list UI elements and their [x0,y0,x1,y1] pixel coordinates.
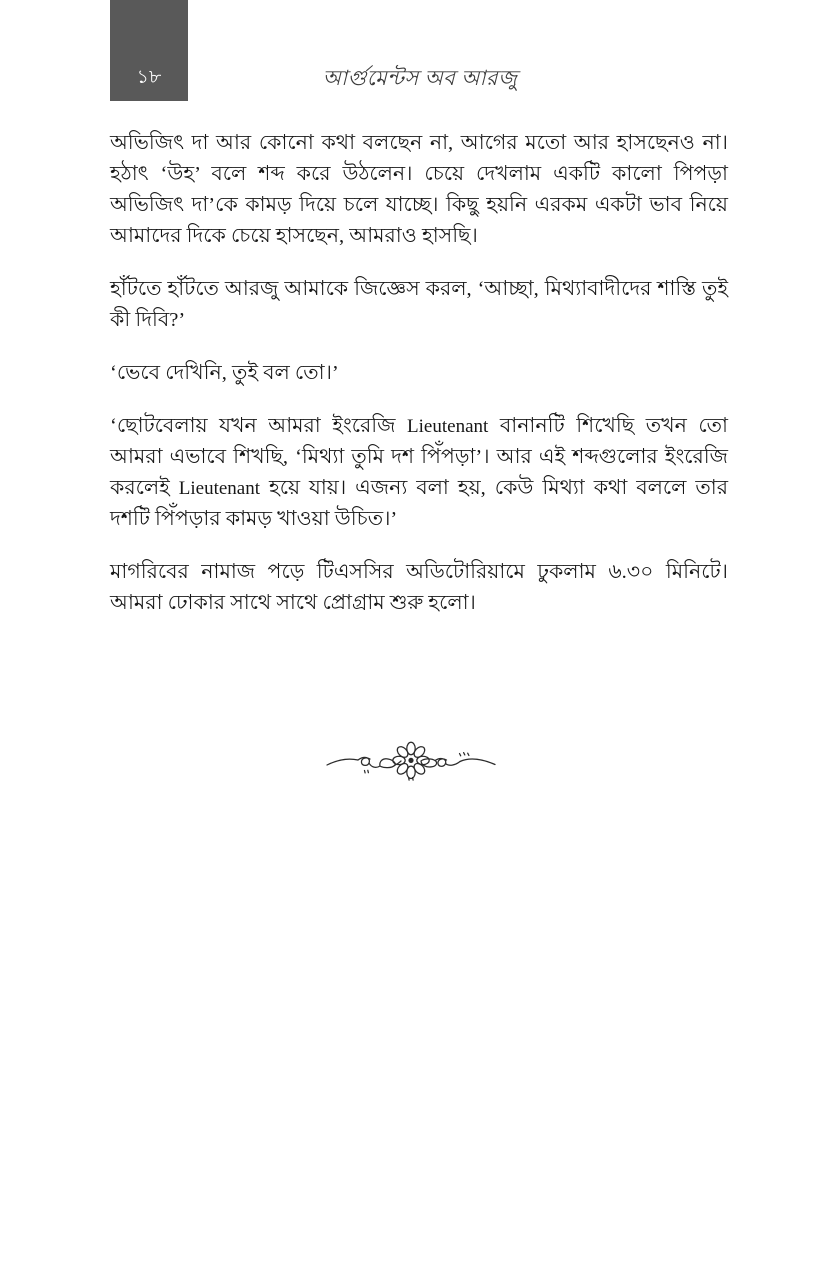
folio-box [110,0,188,101]
inline-latin-term: Lieutenant [407,416,489,437]
paragraph: হাঁটতে হাঁটতে আরজু আমাকে জিজ্ঞেস করল, ‘আচ্ছা, মিথ্যাবাদীদের শাস্তি তুই কী দিবি?’ [110,278,728,331]
inline-bengali-text: বানানটি শিখেছি তখন তো আমরা এভাবে শিখছি, ‘মিথ্যা তুমি দশ পিঁপড়া’। আর এই শব্দগুলোর ইংরেজি করলেই [110,415,728,499]
section-divider-ornament [0,726,822,790]
inline-bengali-text: ‘ছোটবেলায় যখন আমরা ইংরেজি [110,415,408,437]
page-header [0,0,822,110]
running-title: আর্গুমেন্টস অব আরজু [322,66,518,90]
paragraph-mixed-script [110,411,728,535]
inline-latin-term: Lieutenant [178,478,261,499]
paragraph: মাগরিবের নামাজ পড়ে টিএসসির অডিটোরিয়ামে ঢুকলাম ৬.৩০ মিনিটে। আমরা ঢোকার সাথে সাথে প্রোগ্রাম শুরু হলো। [110,561,728,614]
paragraph: অভিজিৎ দা আর কোনো কথা বলছেন না, আগের মতো আর হাসছেনও না। হঠাৎ ‘উহ’ বলে শব্দ করে উঠলেন। চেয়ে দেখলাম একটি কালো পিপড়া অভিজিৎ দা’কে কামড় দিয়ে চলে যাচ্ছে। কিছু হয়নি এরকম একটা ভাব নিয়ে আমাদের দিকে চেয়ে হাসছেন, আমরাও হাসছি। [110,132,728,247]
inline-bengali-text: হয়ে যায়। এজন্য বলা হয়, কেউ মিথ্যা কথা বললে তার দশটি পিঁপড়ার কামড় খাওয়া উচিত।’ [110,477,728,530]
paragraph: ‘ভেবে দেখিনি, তুই বল তো।’ [110,362,339,384]
floral-scroll-divider-icon [325,734,497,782]
body-text-block [110,128,728,619]
page-number: ১৮ [136,67,162,88]
